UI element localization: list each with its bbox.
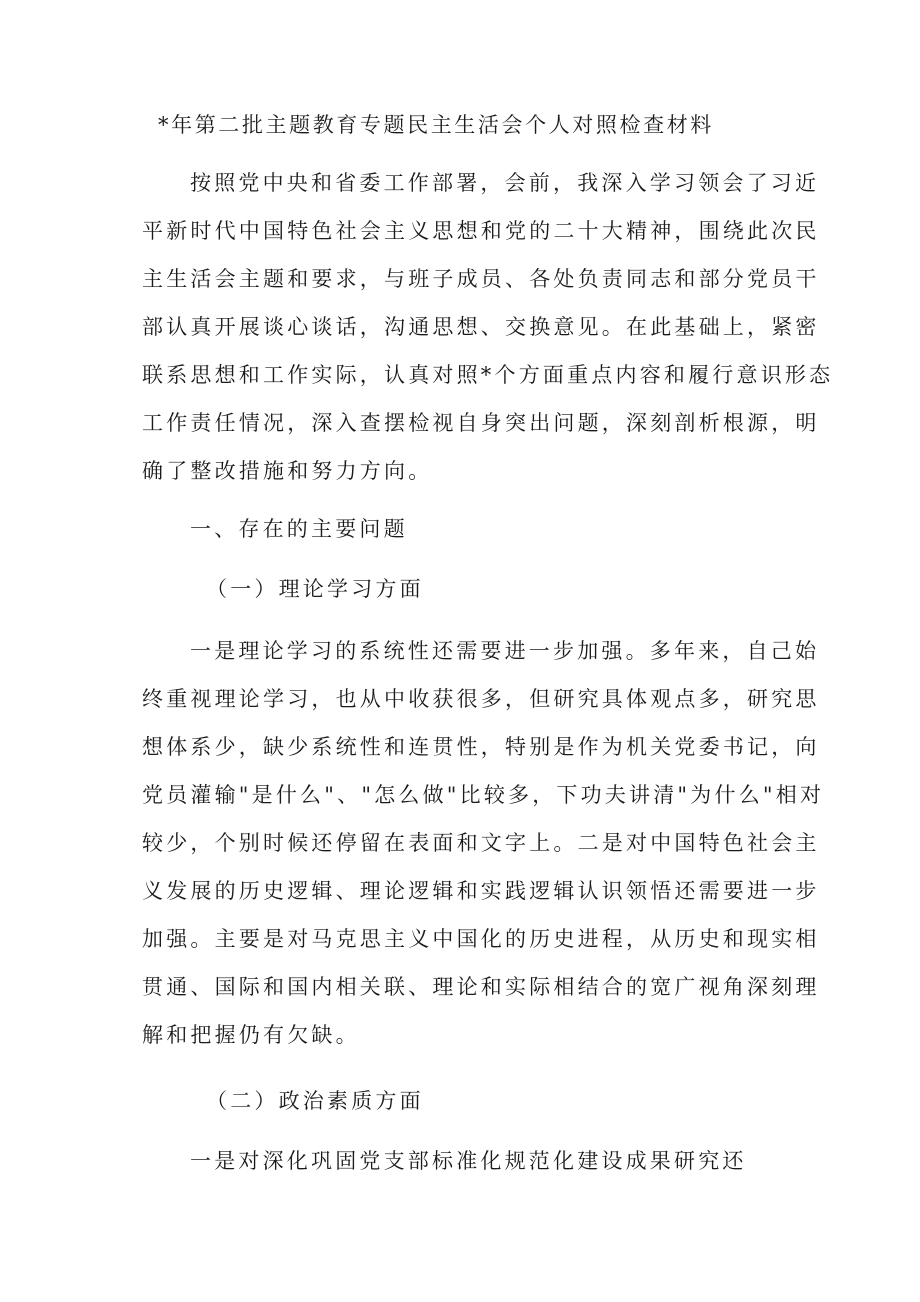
intro-line: 按照党中央和省委工作部署，会前，我深入学习领会了习近: [190, 171, 820, 195]
intro-line: 确了整改措施和努力方向。: [142, 459, 433, 483]
body-line: 终重视理论学习，也从中收获很多，但研究具体观点多，研究思: [142, 687, 820, 711]
intro-line: 工作责任情况，深入查摆检视自身突出问题，深刻剖析根源，明: [142, 411, 820, 435]
intro-line: 平新时代中国特色社会主义思想和党的二十大精神，围绕此次民: [142, 219, 820, 243]
body-line: 一是理论学习的系统性还需要进一步加强。多年来，自己始: [190, 639, 820, 663]
document-title: *年第二批主题教育专题民主生活会个人对照检查材料: [158, 113, 714, 137]
intro-line: 部认真开展谈心谈话，沟通思想、交换意见。在此基础上，紧密: [142, 315, 820, 339]
body-line: 党员灌输"是什么"、"怎么做"比较多，下功夫讲清"为什么"相对: [142, 783, 825, 807]
subsection-heading: （二）政治素质方面: [206, 1089, 424, 1113]
body-line: 较少，个别时候还停留在表面和文字上。二是对中国特色社会主: [142, 831, 820, 855]
body-line: 一是对深化巩固党支部标准化规范化建设成果研究还: [190, 1149, 747, 1173]
intro-line: 联系思想和工作实际，认真对照*个方面重点内容和履行意识形态: [142, 363, 834, 387]
section-heading: 一、存在的主要问题: [190, 517, 408, 541]
body-line: 加强。主要是对马克思主义中国化的历史进程，从历史和现实相: [142, 927, 820, 951]
body-line: 义发展的历史逻辑、理论逻辑和实践逻辑认识领悟还需要进一步: [142, 879, 820, 903]
body-line: 想体系少，缺少系统性和连贯性，特别是作为机关党委书记，向: [142, 735, 820, 759]
body-line: 贯通、国际和国内相关联、理论和实际相结合的宽广视角深刻理: [142, 975, 820, 999]
body-line: 解和把握仍有欠缺。: [142, 1023, 360, 1047]
intro-line: 主生活会主题和要求，与班子成员、各处负责同志和部分党员干: [142, 267, 820, 291]
subsection-heading: （一）理论学习方面: [206, 577, 424, 601]
